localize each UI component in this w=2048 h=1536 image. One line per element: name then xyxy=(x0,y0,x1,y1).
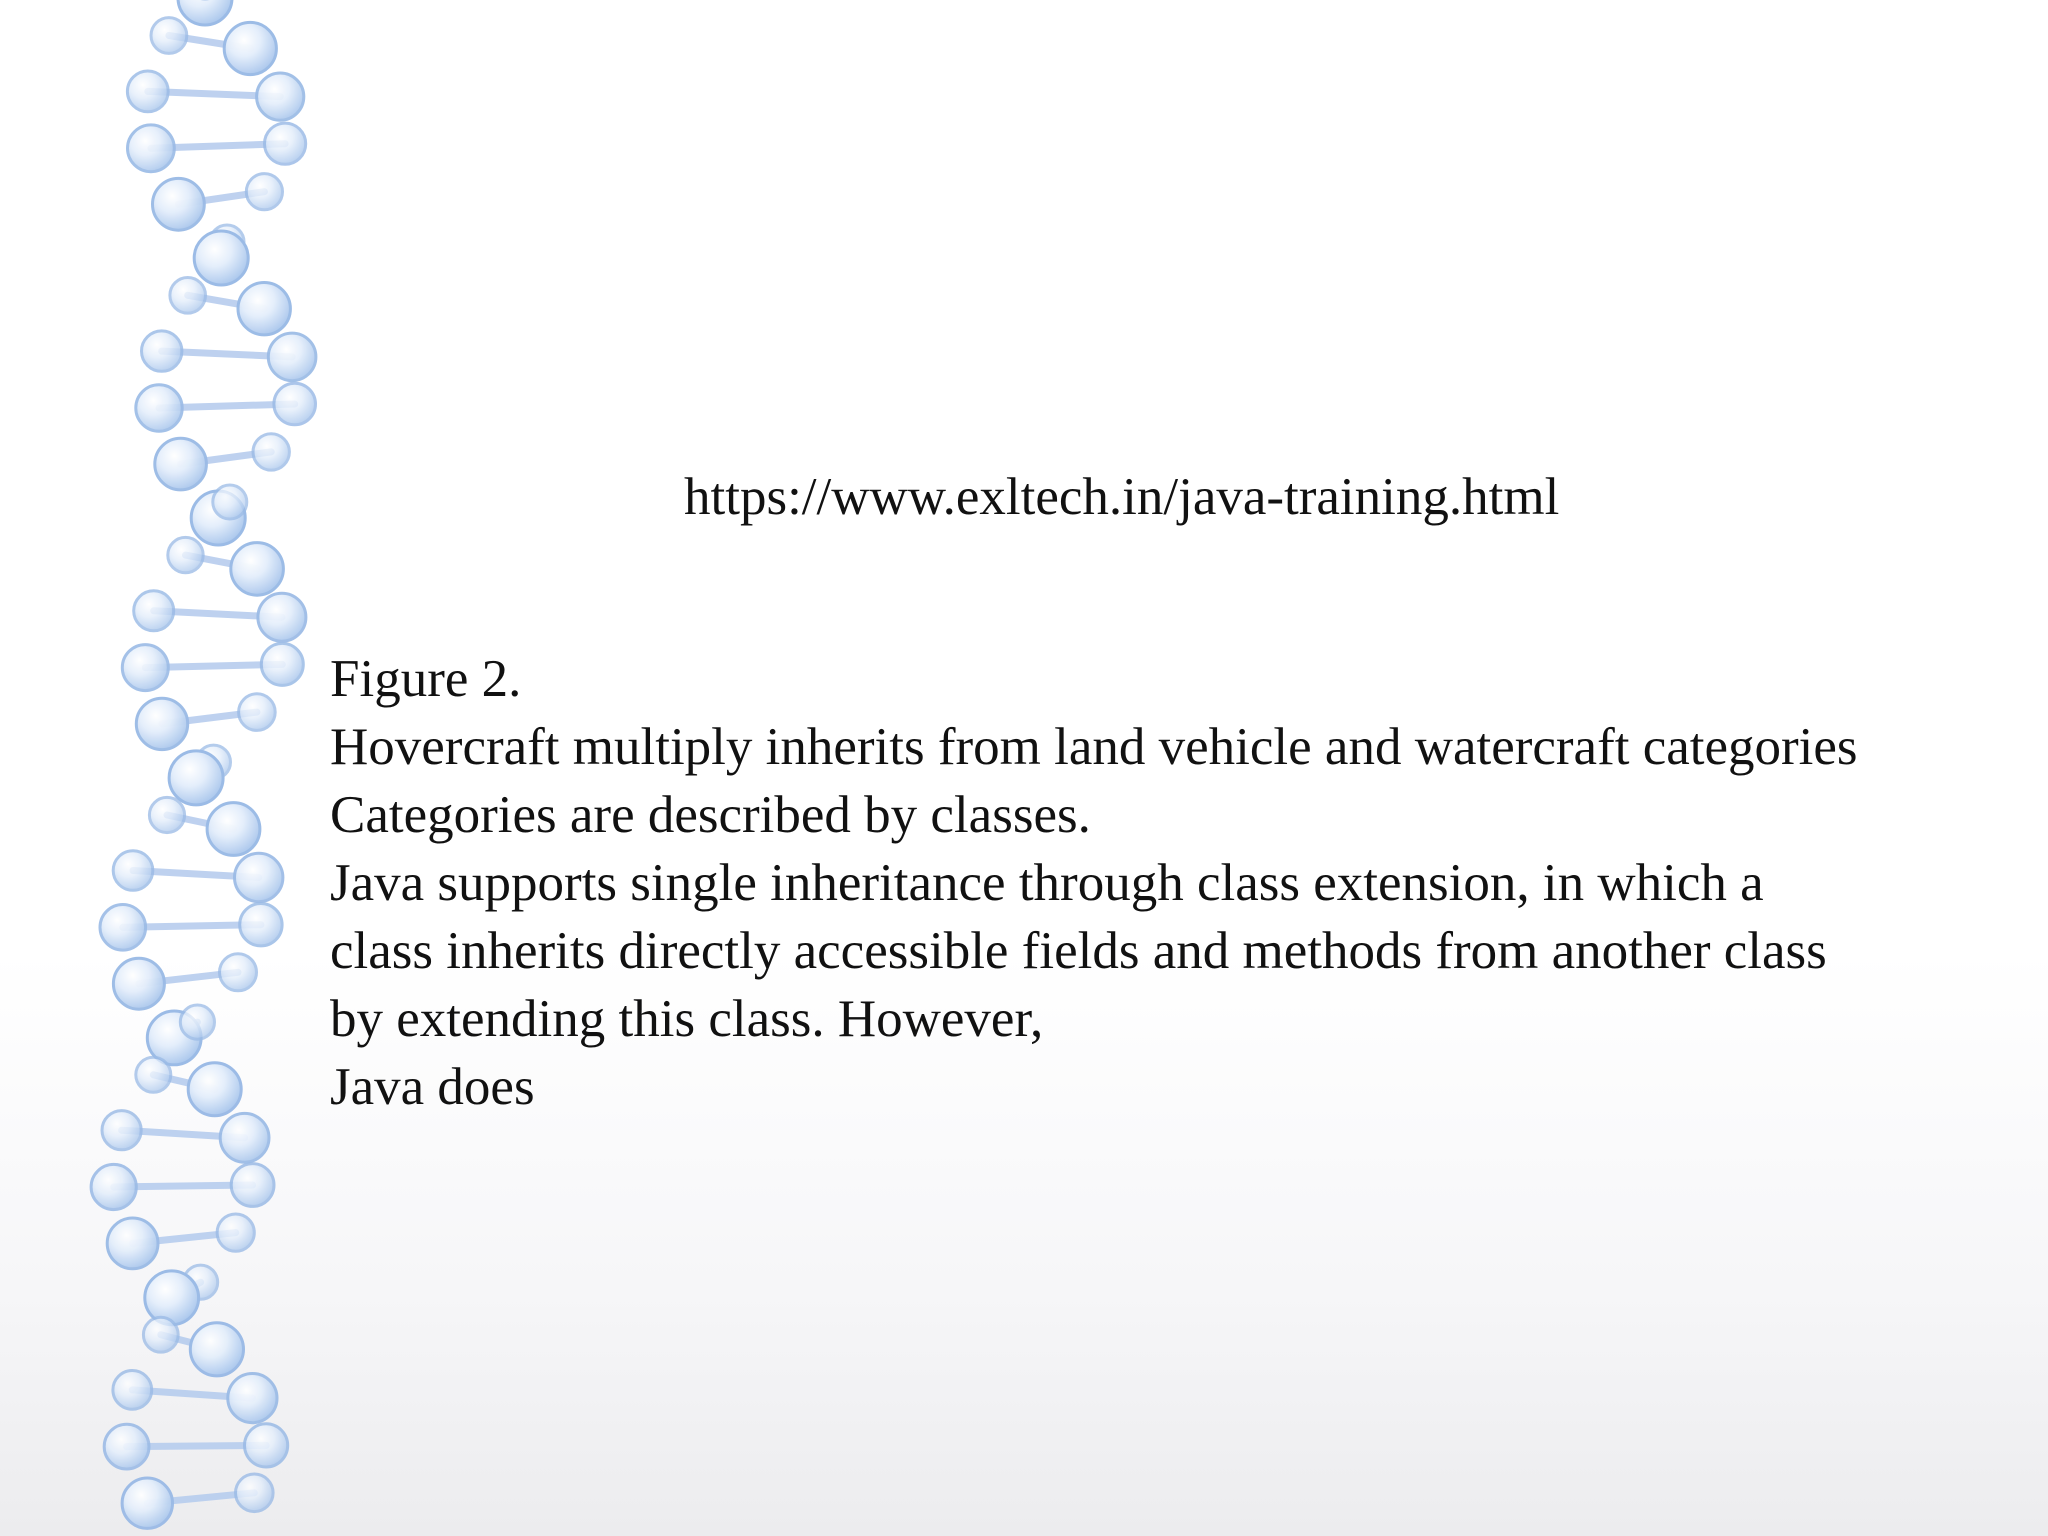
dna-bead xyxy=(178,0,232,25)
dna-bead xyxy=(268,333,316,381)
dna-bead xyxy=(136,698,187,749)
body-line: by extending this class. However, xyxy=(330,990,1044,1048)
dna-bead xyxy=(261,643,303,685)
dna-bead xyxy=(224,22,276,74)
dna-bead xyxy=(253,434,289,470)
dna-bead xyxy=(151,18,187,54)
dna-bead xyxy=(127,71,168,112)
dna-bead xyxy=(228,1374,277,1423)
dna-bead xyxy=(235,853,283,901)
dna-bead xyxy=(265,123,306,164)
figure-caption-line: Figure 2. xyxy=(330,650,522,708)
dna-bead xyxy=(194,231,248,285)
dna-bead xyxy=(245,1424,288,1467)
dna-bead xyxy=(142,331,182,371)
dna-bead xyxy=(220,1113,269,1162)
dna-bead xyxy=(136,385,182,431)
dna-bead xyxy=(207,803,260,856)
dna-bead xyxy=(190,1323,243,1376)
dna-bead xyxy=(91,1164,136,1209)
body-line: Java does xyxy=(330,1058,535,1116)
dna-bead xyxy=(136,1057,171,1092)
dna-bead xyxy=(100,905,146,951)
dna-bead xyxy=(107,1218,158,1269)
dna-bead xyxy=(122,645,168,691)
dna-bead xyxy=(231,543,284,596)
dna-strand-decoration xyxy=(0,0,340,1536)
dna-bead xyxy=(257,73,304,120)
dna-bead xyxy=(104,1424,149,1469)
dna-bead xyxy=(258,593,306,641)
dna-bead xyxy=(170,278,206,314)
dna-bead xyxy=(274,383,316,425)
dna-bead xyxy=(122,1478,172,1528)
dna-bead xyxy=(169,751,223,805)
dna-bead xyxy=(217,1214,254,1251)
dna-bead xyxy=(153,178,205,230)
dna-bead xyxy=(220,954,257,991)
source-url: https://www.exltech.in/java-training.html xyxy=(684,468,1560,526)
dna-bead xyxy=(145,1271,199,1325)
dna-bead xyxy=(246,174,282,210)
dna-bead xyxy=(143,1317,178,1352)
dna-bead xyxy=(239,694,276,731)
dna-bead xyxy=(134,591,174,631)
dna-bead xyxy=(238,283,290,335)
dna-bead xyxy=(155,438,207,490)
dna-bead xyxy=(113,851,153,891)
dna-bead xyxy=(180,1005,214,1039)
dna-bead xyxy=(236,1474,274,1512)
body-line: class inherits directly accessible fields and methods from another class xyxy=(330,922,1827,980)
body-line: Categories are described by classes. xyxy=(330,786,1091,844)
dna-bead xyxy=(240,904,282,946)
body-text xyxy=(330,645,2020,1121)
dna-bead xyxy=(213,485,247,519)
dna-bead xyxy=(102,1111,141,1150)
dna-bead xyxy=(127,125,174,172)
dna-bead xyxy=(188,1063,241,1116)
dna-bead xyxy=(113,1371,152,1410)
dna-bead xyxy=(231,1164,274,1207)
dna-bead xyxy=(168,537,203,572)
dna-bead xyxy=(149,797,184,832)
body-line: Hovercraft multiply inherits from land vehicle and watercraft categories xyxy=(330,718,1858,776)
body-line: Java supports single inheritance through class extension, in which a xyxy=(330,854,1764,912)
dna-bead xyxy=(113,958,164,1009)
